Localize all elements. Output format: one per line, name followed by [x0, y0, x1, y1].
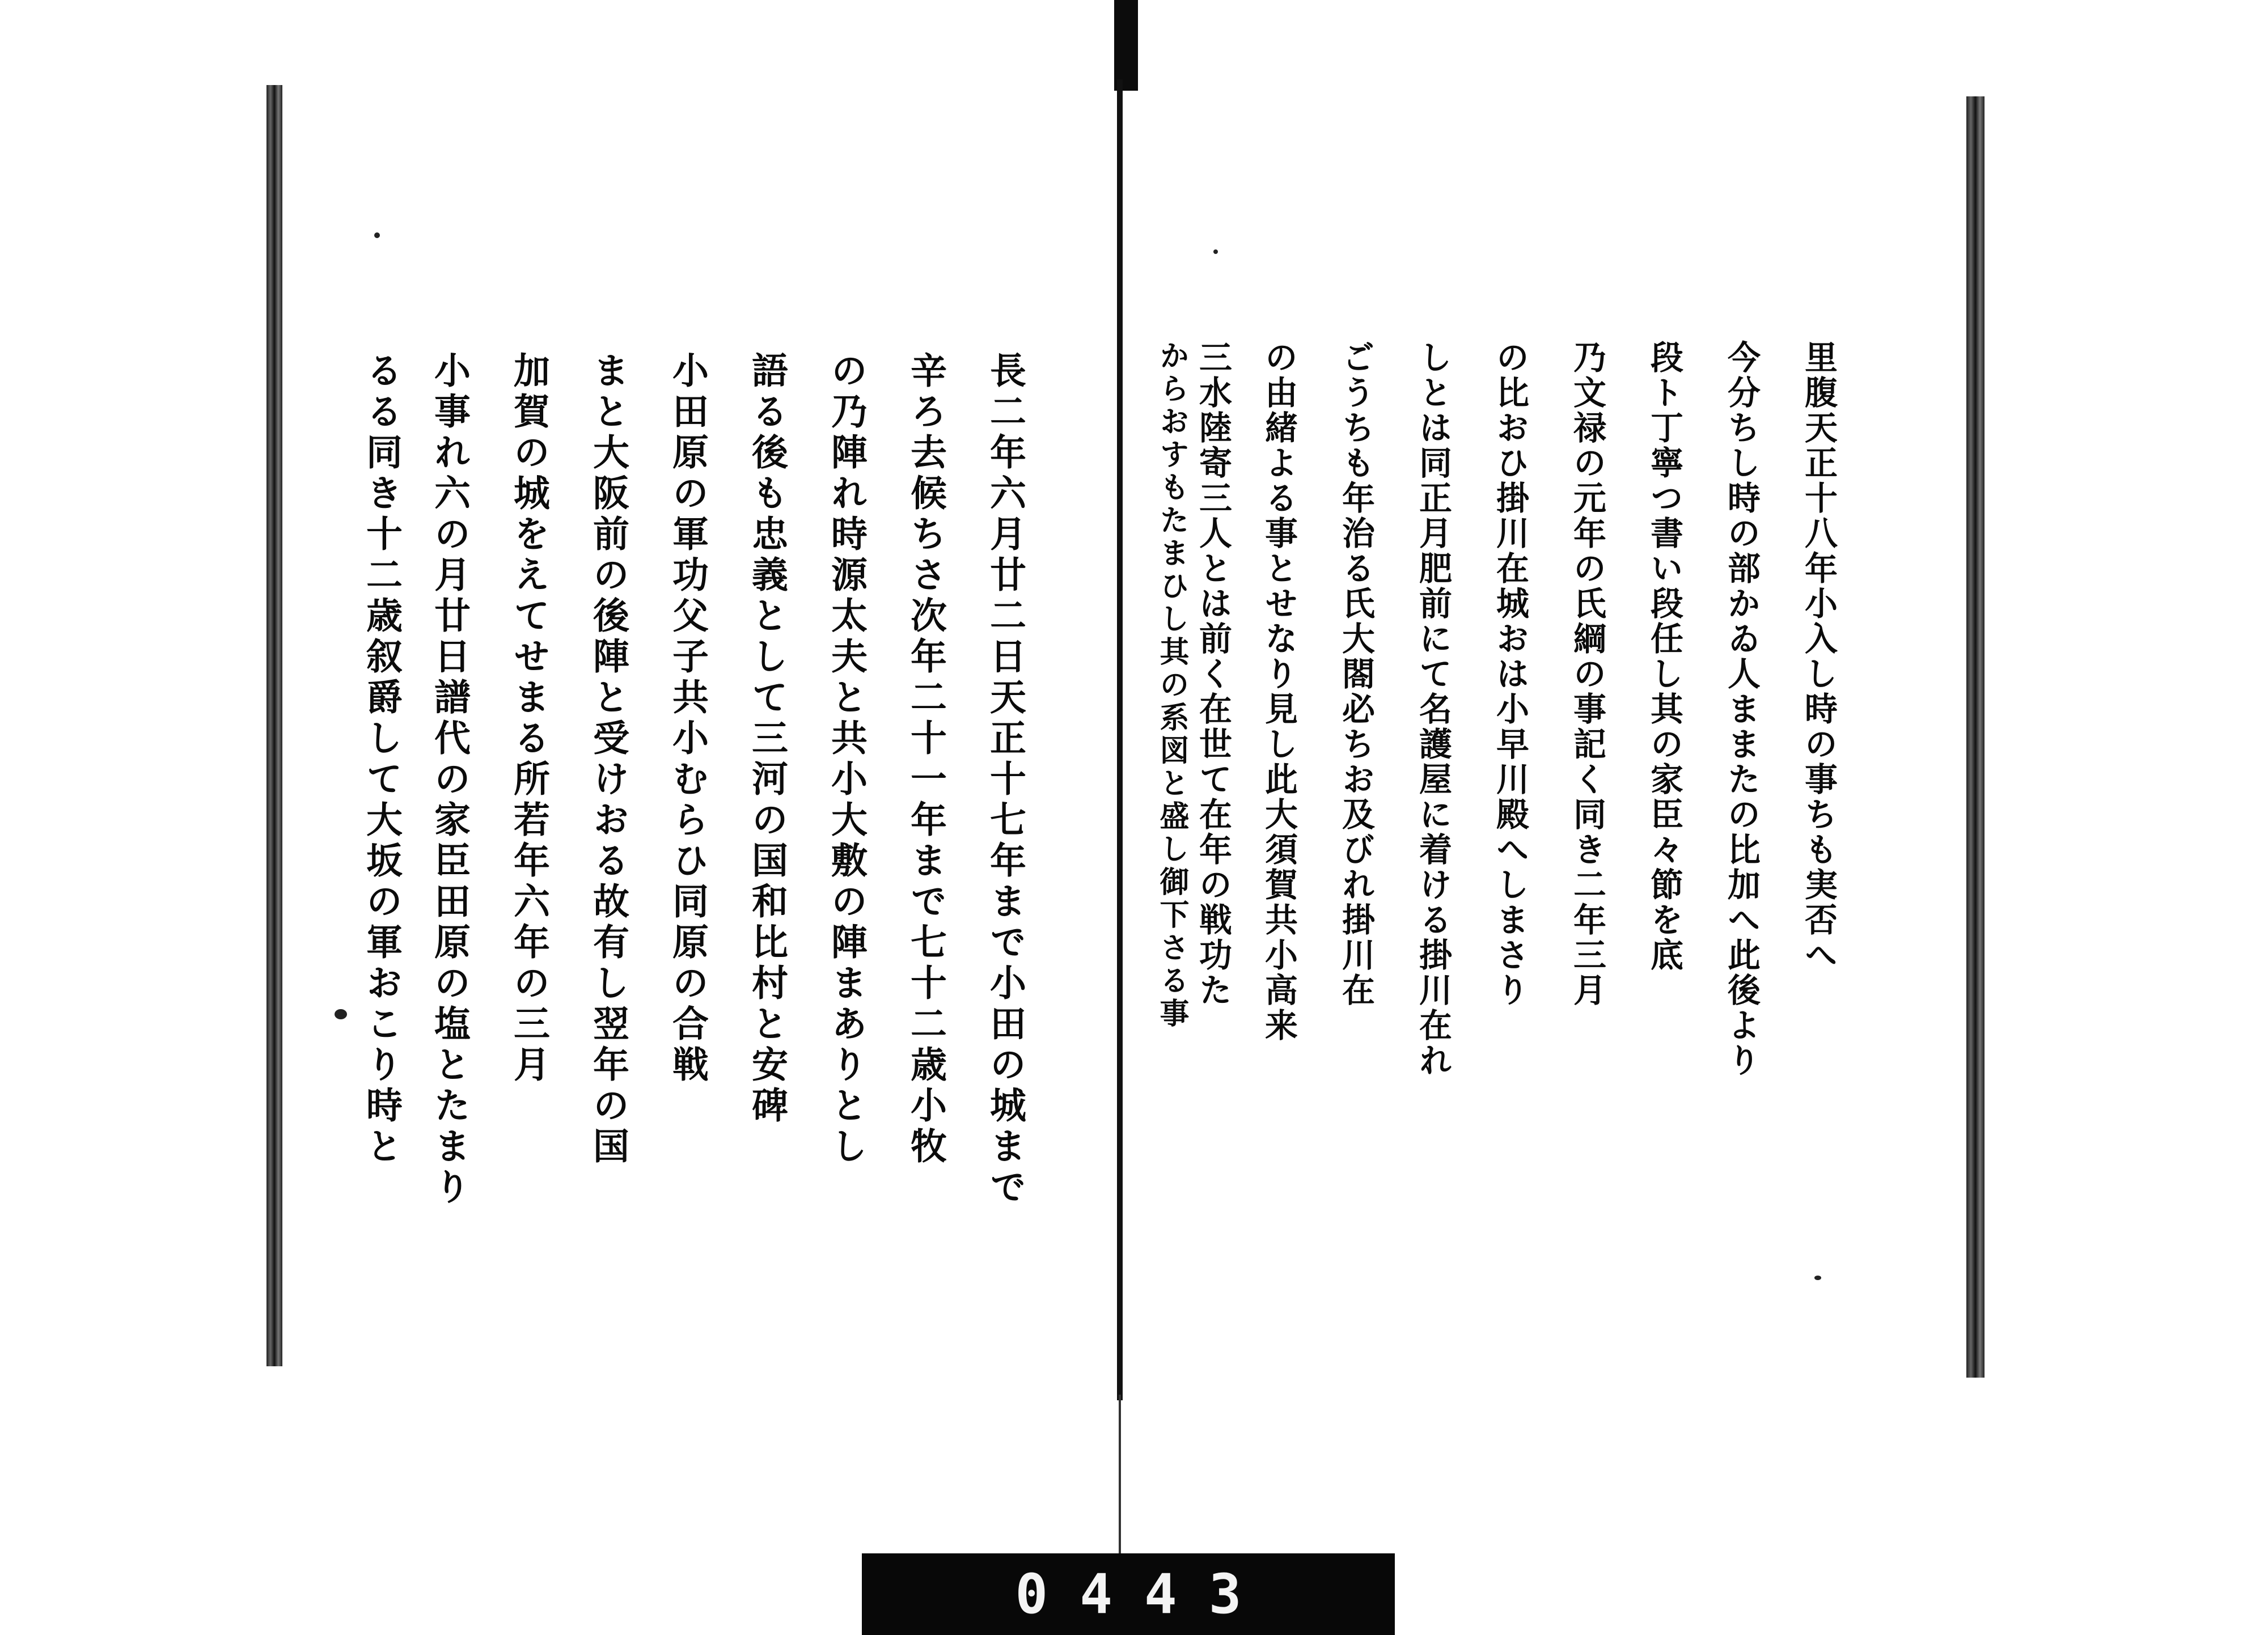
left-page-edge	[266, 85, 282, 1366]
right-page-column-10: からおすもたまひし其の系図と盛し御下さる事	[1154, 340, 1189, 1031]
right-page-column-4: 乃文禄の元年の氏綱の事記く同き二年三月	[1568, 340, 1606, 1008]
scan-speck	[335, 1009, 347, 1019]
binding-thread	[1119, 1395, 1121, 1565]
scan-speck	[1814, 1276, 1821, 1280]
scan-speck	[1213, 249, 1218, 254]
right-page-column-6: しとは同正月肥前にて名護屋に着ける掛川在れ	[1414, 340, 1452, 1078]
left-page-column-2: 辛ろ去候ちさ次年二十一年まで七十二歳小牧	[904, 351, 947, 1168]
scan-speck	[374, 232, 380, 238]
left-page-column-1: 長二年六月廿二日天正十七年まで小田の城まで	[984, 351, 1026, 1209]
book-gutter	[1117, 79, 1123, 1400]
left-page-column-5: 小田原の軍功父子共小むらひ同原の合戦	[666, 351, 709, 1086]
left-page-column-8: 小事れ六の月廿日譜代の家臣田原の塩とたまり	[428, 351, 471, 1209]
right-page-column-8: の由緒よる事とせなり見し此大須賀共小高来	[1259, 340, 1298, 1043]
catalog-label	[862, 1553, 1395, 1635]
left-page-column-9: るる同き十二歳叙爵して大坂の軍おこり時と	[360, 351, 403, 1168]
right-page-column-1: 里腹天正十八年小入し時の事ちも実否へ	[1799, 340, 1838, 973]
right-page-column-9: 三水陸寄三人とは前く在世て在年の戦功た	[1194, 340, 1232, 1008]
left-page-column-6: まと大阪前の後陣と受けおる故有し翌年の国	[587, 351, 629, 1168]
catalog-number: 0443	[1015, 1562, 1273, 1626]
right-page-edge	[1966, 96, 1984, 1378]
left-page-column-7: 加賀の城をえてせまる所若年六年の三月	[507, 351, 550, 1086]
left-page-column-3: の乃陣れ時源太夫と共小大敷の陣まありとし	[825, 351, 868, 1168]
binding-clip	[1114, 0, 1138, 91]
left-page-column-4: 語る後も忠義として三河の国和比村と安碑	[746, 351, 788, 1127]
right-page-column-3: 段ト丁寧つ書い段任し其の家臣々節を底	[1645, 340, 1683, 973]
right-page-column-2: 今分ちし時の部かゐ人ままたの比加へ此後より	[1722, 340, 1761, 1078]
right-page-column-7: ごうちも年治る氏大閤必ちお及びれ掛川在	[1336, 340, 1375, 1008]
right-page-column-5: の比おひ掛川在城おは小早川殿へしまさり	[1491, 340, 1529, 1008]
